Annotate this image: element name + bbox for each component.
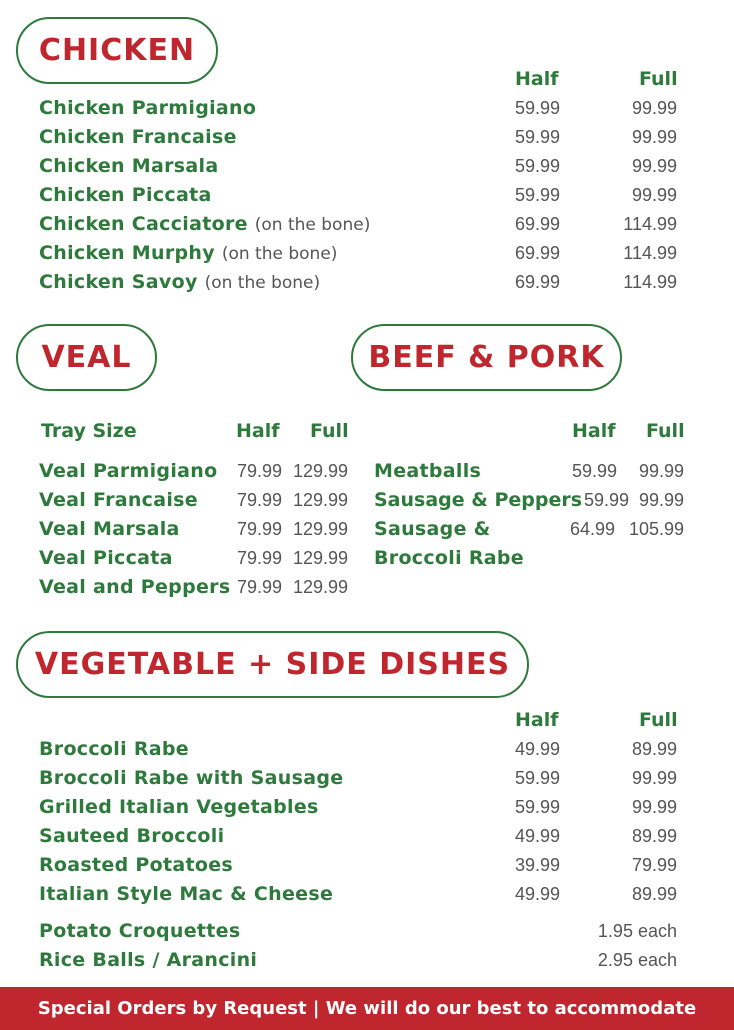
price-full: 99.99 — [631, 127, 677, 147]
veal-full-header: Full — [310, 420, 349, 442]
list-item: Chicken Murphy (on the bone) — [39, 242, 338, 264]
chicken-title-text: CHICKEN — [38, 33, 196, 68]
list-item: Veal Marsala — [39, 518, 180, 540]
price-each: 2.95 each — [597, 950, 677, 970]
list-item: Chicken Francaise — [39, 126, 237, 148]
list-item: Chicken Parmigiano — [39, 97, 257, 119]
chicken-section-title — [16, 17, 218, 84]
price-half: 49.99 — [515, 884, 561, 904]
veal-tray-size-header: Tray Size — [41, 420, 137, 442]
price-full: 79.99 — [631, 855, 677, 875]
list-item: Chicken Marsala — [39, 155, 219, 177]
veal-half-header: Half — [236, 420, 280, 442]
price-full: 89.99 — [631, 826, 677, 846]
item-note: (on the bone) — [204, 273, 321, 293]
price-half: 59.99 — [515, 185, 561, 205]
price-half: 49.99 — [515, 826, 561, 846]
price-full: 99.99 — [631, 797, 677, 817]
price-full: 89.99 — [631, 884, 677, 904]
price-half: 69.99 — [515, 214, 561, 234]
price-half: 79.99 — [237, 490, 283, 510]
list-item: Veal Francaise — [39, 489, 198, 511]
price-full: 129.99 — [293, 577, 349, 597]
price-half: 59.99 — [515, 797, 561, 817]
list-item: Sausage & Peppers — [374, 489, 583, 511]
price-full: 129.99 — [293, 461, 349, 481]
price-half: 69.99 — [515, 243, 561, 263]
veg-half-header: Half — [515, 709, 559, 731]
price-half: 49.99 — [515, 739, 561, 759]
chicken-full-header: Full — [639, 68, 678, 90]
list-item: Chicken Savoy (on the bone) — [39, 271, 321, 293]
beef-pork-title-text: BEEF & PORK — [368, 340, 605, 375]
price-full: 129.99 — [293, 548, 349, 568]
list-item: Sausage & — [374, 518, 491, 540]
list-item: Broccoli Rabe with Sausage — [39, 767, 344, 789]
special-orders-banner — [0, 987, 734, 1030]
list-item: Roasted Potatoes — [39, 854, 234, 876]
beef-pork-full-header: Full — [646, 420, 685, 442]
price-half: 59.99 — [515, 768, 561, 788]
footer-text: Special Orders by Request | We will do our best to accommodate — [37, 998, 697, 1019]
price-full: 99.99 — [631, 185, 677, 205]
price-half: 59.99 — [515, 98, 561, 118]
list-item: Meatballs — [374, 460, 482, 482]
veal-section-title — [16, 324, 157, 391]
price-half: 59.99 — [515, 127, 561, 147]
price-half: 79.99 — [237, 519, 283, 539]
list-item: Chicken Cacciatore (on the bone) — [39, 213, 371, 235]
price-half: 79.99 — [237, 577, 283, 597]
list-item: Grilled Italian Vegetables — [39, 796, 319, 818]
price-half: 69.99 — [515, 272, 561, 292]
price-full: 89.99 — [631, 739, 677, 759]
price-full: 99.99 — [631, 98, 677, 118]
price-full: 105.99 — [628, 519, 684, 539]
price-full: 129.99 — [293, 519, 349, 539]
price-half: 79.99 — [237, 548, 283, 568]
price-half: 59.99 — [515, 156, 561, 176]
price-half: 59.99 — [572, 461, 618, 481]
price-full: 114.99 — [623, 214, 677, 234]
price-full: 99.99 — [631, 156, 677, 176]
price-full: 99.99 — [638, 461, 684, 481]
veal-title-text: VEAL — [41, 340, 132, 375]
price-full: 99.99 — [638, 490, 684, 510]
price-full: 114.99 — [623, 272, 677, 292]
veg-title-text: VEGETABLE + SIDE DISHES — [34, 647, 511, 682]
price-half: 39.99 — [515, 855, 561, 875]
item-note: (on the bone) — [221, 244, 338, 264]
veg-section-title — [16, 631, 529, 698]
price-half: 59.99 — [584, 490, 630, 510]
list-item: Potato Croquettes — [39, 920, 241, 942]
list-item: Rice Balls / Arancini — [39, 949, 258, 971]
price-full: 114.99 — [623, 243, 677, 263]
list-item: Italian Style Mac & Cheese — [39, 883, 334, 905]
chicken-half-header: Half — [515, 68, 559, 90]
veg-full-header: Full — [639, 709, 678, 731]
list-item: Broccoli Rabe — [39, 738, 189, 760]
price-each: 1.95 each — [597, 921, 677, 941]
list-item: Chicken Piccata — [39, 184, 212, 206]
price-full: 129.99 — [293, 490, 349, 510]
beef-pork-half-header: Half — [572, 420, 616, 442]
list-item: Veal and Peppers — [39, 576, 231, 598]
item-note: (on the bone) — [254, 215, 371, 235]
list-item-continued: Broccoli Rabe — [374, 547, 524, 569]
list-item: Veal Piccata — [39, 547, 173, 569]
beef-pork-section-title — [351, 324, 622, 391]
list-item: Sauteed Broccoli — [39, 825, 225, 847]
price-half: 64.99 — [570, 519, 616, 539]
price-half: 79.99 — [237, 461, 283, 481]
price-full: 99.99 — [631, 768, 677, 788]
list-item: Veal Parmigiano — [39, 460, 218, 482]
